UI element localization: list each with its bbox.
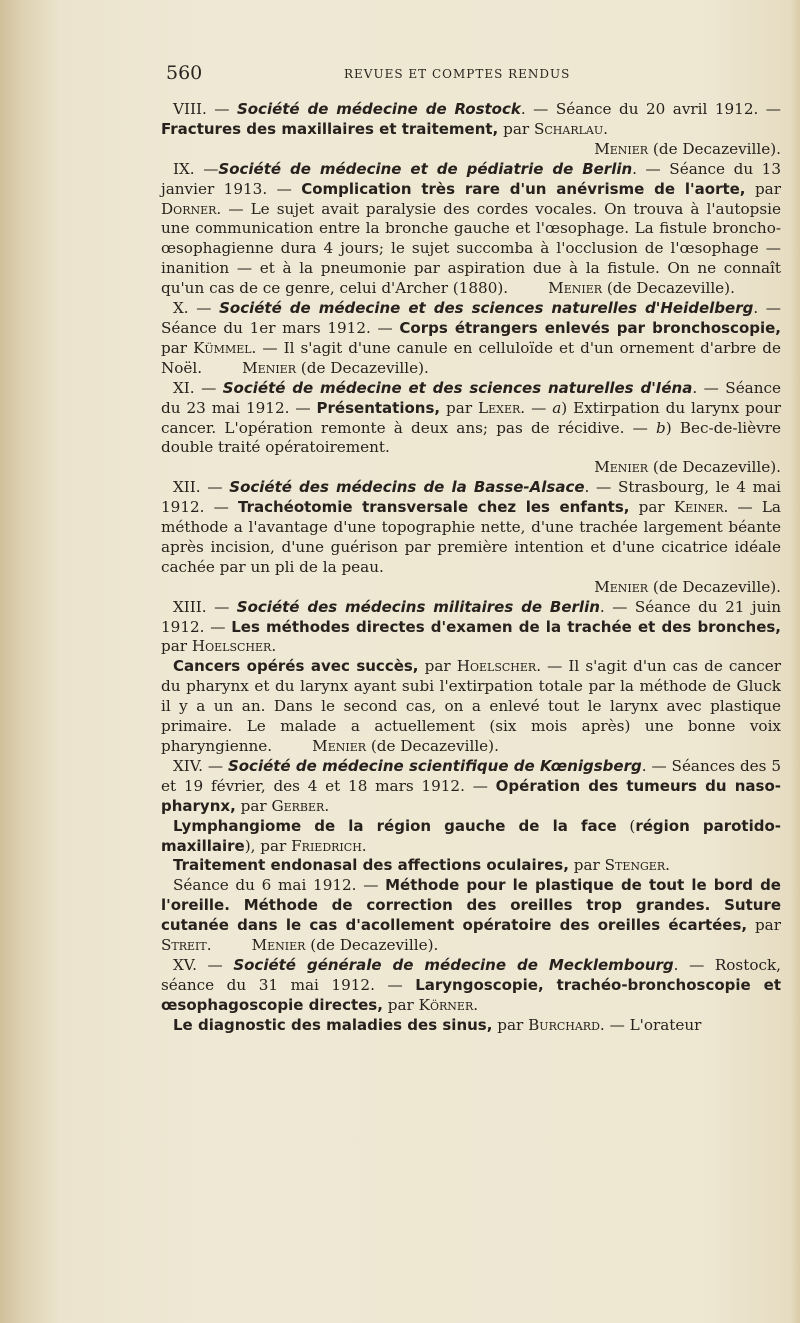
article-title: Traitement endonasal des affections oculaires, [173, 856, 569, 875]
entry-text: par [235, 796, 272, 815]
society-name: Société de médecine et des sciences naturelles d'Heidelberg [219, 299, 754, 318]
entry-viii [161, 100, 781, 140]
author-name: Hoelscher [456, 657, 537, 676]
entry-text: XII. — [173, 478, 230, 497]
author-name: Lexer [478, 398, 521, 417]
article-title: Présentations, [316, 398, 441, 417]
society-name: Société de médecine scientifique de Kœnigsberg [227, 756, 642, 775]
author-name: Gerber [271, 796, 325, 815]
society-name: Société de médecine et des sciences naturelles d'Iéna [222, 378, 693, 397]
entry-lymphangiome [161, 817, 781, 857]
entry-x [161, 299, 781, 379]
article-title: Opération des tumeurs du naso-pharynx, [161, 776, 781, 815]
author-name: Burchard [528, 1015, 600, 1034]
signature-location: (de Decazeville). [366, 737, 499, 755]
signature-name: Menier [594, 139, 649, 158]
society-name: Société des médecins militaires de Berlin [236, 597, 600, 616]
signature-location: (de Decazeville). [602, 279, 735, 298]
article-title: région parotido-maxillaire [161, 816, 781, 855]
entry-xii [161, 478, 781, 578]
signature [161, 458, 781, 478]
society-name: Société de médecine de Rostock [236, 100, 521, 118]
page-body [161, 100, 781, 1036]
article-title: Fractures des maxillaires et traitement, [161, 119, 499, 138]
entry-text: . — L'orateur [599, 1015, 702, 1034]
entry-text: par [498, 119, 534, 138]
author-name: Kümmel [193, 338, 252, 357]
article-title: Cancers opérés avec succès, [173, 657, 419, 676]
running-title: REVUES ET COMPTES RENDUS [344, 67, 571, 81]
entry-cancers [161, 657, 781, 757]
entry-xiv [161, 757, 781, 817]
society-name: Société de médecine et de pédiatrie de Berlin [218, 159, 633, 178]
society-name: Société des médecins de la Basse-Alsace [229, 478, 585, 497]
article-title: Laryngoscopie, trachéo-bronchoscopie et œsophagoscopie directes, [161, 975, 781, 1014]
page-header [166, 62, 786, 92]
item-letter: a [552, 398, 562, 417]
item-letter: b [655, 418, 666, 437]
entry-text: . — Séance du 23 mai 1912. — [161, 378, 782, 417]
author-name: Keiner [673, 498, 724, 517]
entry-ix [161, 160, 781, 299]
entry-text: . [206, 936, 212, 955]
entry-text: . — Séances des 5 et 19 février, des 4 et 18 mars 1912. — [161, 756, 782, 795]
entry-seance-6-mai [161, 876, 781, 956]
signature-name: Menier [242, 358, 296, 377]
entry-text: . — La méthode a l'avantage d'une topographie nette, d'une trachée largement béante après incision, d'une guérison par première intention et d'une cicatrice idéale cachée par un pli de la peau. [161, 498, 781, 576]
signature-location: (de Decazeville). [295, 358, 429, 377]
author-name: Friedrich [291, 836, 362, 855]
society-name: Société générale de médecine de Mecklembourg [233, 955, 674, 974]
entry-diagnostic [161, 1016, 781, 1036]
author-name: Hoelscher [191, 637, 272, 656]
signature-location: (de Decazeville). [305, 936, 439, 955]
entry-text: . [324, 796, 330, 815]
author-name: Stenger [604, 856, 666, 875]
page-number: 560 [166, 62, 203, 84]
entry-text: . [361, 836, 367, 855]
entry-text: par [492, 1015, 529, 1034]
entry-text: . [271, 637, 277, 656]
entry-xi [161, 379, 781, 459]
entry-text: . — Séance du 13 janvier 1913. — [161, 159, 781, 198]
entry-text: par [747, 916, 781, 935]
article-title: Corps étrangers enlevés par bronchoscopie, [399, 318, 782, 337]
article-title: Le diagnostic des maladies des sinus, [173, 1015, 493, 1034]
entry-text: XI. — [173, 378, 223, 397]
author-name: Dorner [161, 199, 217, 218]
entry-text: . — Strasbourg, le 4 mai 1912. — [161, 478, 781, 517]
entry-text: IX. — [173, 159, 219, 178]
article-title: Complication très rare d'un anévrisme de l'aorte, [301, 179, 746, 198]
signature [161, 140, 781, 160]
entry-text: VIII. — [173, 100, 237, 118]
signature-location: (de Decazeville). [648, 458, 781, 477]
author-name: Streit [161, 936, 207, 955]
entry-xv [161, 956, 781, 1016]
entry-text: . — [520, 398, 553, 417]
signature-name: Menier [594, 458, 649, 477]
entry-text: XIII. — [173, 597, 237, 616]
entry-text: . — Séance du 1er mars 1912. — [161, 299, 781, 337]
entry-text: . — Rostock, séance du 31 mai 1912. — [161, 955, 781, 994]
entry-text: par [161, 338, 194, 357]
entry-text: . — Le sujet avait paralysie des cordes vocales. On trouva à l'autopsie une communication entre la bronche gauche et l'œsophage. La fistule broncho-œsophagienne dura 4 jours; le sujet succomba à l'occlusion de l'œsophage — inanition — et à la pneumonie par aspiration due à la fistule. On ne connaît qu'un cas de ce genre, celui d'Archer (1880). [161, 199, 781, 298]
entry-text: . [665, 856, 670, 875]
entry-text: X. — [173, 299, 220, 318]
entry-text: . [473, 995, 479, 1014]
entry-text: . — Il s'agit d'une canule en celluloïde et d'un ornement d'arbre de Noël. [161, 338, 781, 377]
entry-text: . — Séance du 20 avril 1912. — [520, 100, 781, 118]
entry-text: . [603, 119, 608, 138]
entry-text: par [745, 179, 781, 198]
entry-traitement [161, 856, 781, 876]
article-title: Méthode pour le plastique de tout le bord de l'oreille. Méthode de correction des oreilles trop grandes. Suture cutanée dans le cas d'acollement opératoire des oreilles écartées, [161, 876, 781, 935]
signature-name: Menier [594, 577, 649, 596]
signature-name: Menier [251, 936, 306, 955]
entry-text: ) Extirpation du larynx pour cancer. L'opération remonte à deux ans; pas de récidive. — [161, 398, 782, 437]
signature-name: Menier [312, 737, 367, 755]
author-name: Körner [418, 995, 474, 1014]
article-title: Trachéotomie transversale chez les enfants, [237, 498, 630, 517]
entry-text: par [629, 498, 674, 517]
entry-text: par [161, 637, 192, 656]
article-title: Lymphangiome de la région gauche de la face [173, 816, 617, 835]
entry-text: par [382, 995, 419, 1014]
entry-text: XIV. — [173, 756, 228, 775]
author-name: Scharlau [533, 119, 604, 138]
entry-text: ), par [244, 836, 292, 855]
entry-text: par [568, 856, 605, 875]
entry-text: par [440, 398, 479, 417]
signature [161, 578, 781, 598]
entry-text: par [418, 657, 457, 676]
entry-xiii [161, 598, 781, 658]
signature-name: Menier [548, 279, 603, 298]
entry-text: ( [616, 816, 636, 835]
article-title: Les méthodes directes d'examen de la trachée et des bronches, [231, 617, 781, 636]
entry-text: XV. — [173, 955, 234, 974]
entry-text: . — Séance du 21 juin 1912. — [161, 597, 782, 636]
signature-location: (de Decazeville). [648, 577, 781, 596]
entry-text: Séance du 6 mai 1912. — [173, 876, 386, 895]
signature-location: (de Decazeville). [648, 139, 781, 158]
entry-text: ) Bec-de-lièvre double traité opératoirement. [161, 418, 781, 457]
entry-text: . — Il s'agit d'un cas de cancer du pharynx et du larynx ayant subi l'extirpation totale par la méthode de Gluck il y a un an. Dans le second cas, on a enlevé tout le larynx avec plastique primaire. Le malade a actuellement (six mois après) une bonne voix pharyngienne. [161, 657, 781, 755]
